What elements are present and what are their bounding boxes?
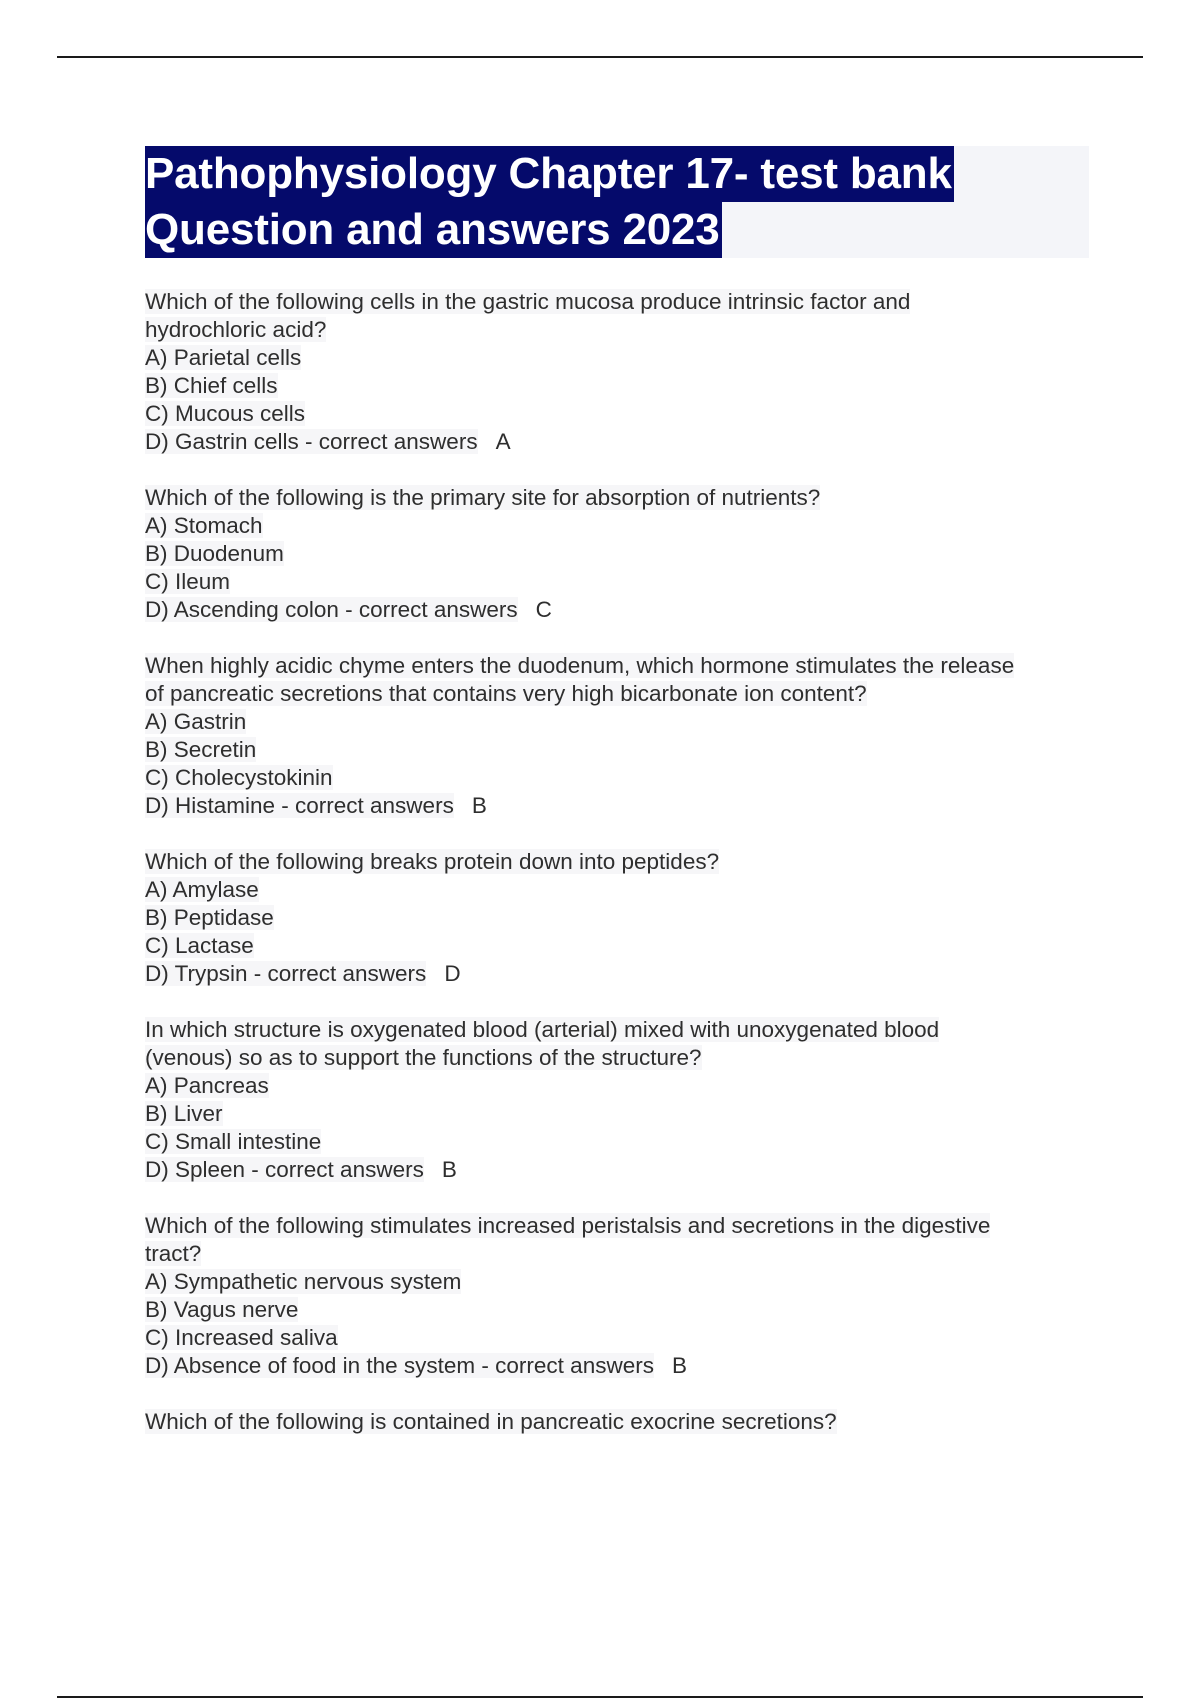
correct-answer-letter: D (444, 961, 461, 986)
title-line-2: Question and answers 2023 (145, 202, 722, 258)
question-block (145, 1408, 1090, 1436)
answer-option: D) Gastrin cells - correct answers A (145, 429, 511, 454)
correct-answer-letter: B (671, 1353, 687, 1378)
answer-option: A) Parietal cells (145, 345, 302, 370)
answer-option: B) Chief cells (145, 373, 278, 398)
question-stem-line: Which of the following is the primary site for absorption of nutrients? (145, 485, 821, 510)
answer-option: C) Cholecystokinin (145, 765, 333, 790)
question-block (145, 652, 1090, 820)
question-stem-line: hydrochloric acid? (145, 317, 327, 342)
answer-option: A) Gastrin (145, 709, 247, 734)
title-line-1: Pathophysiology Chapter 17- test bank (145, 146, 954, 202)
answer-option: D) Ascending colon - correct answers C (145, 597, 552, 622)
question-stem-line: Which of the following is contained in pancreatic exocrine secretions? (145, 1409, 837, 1434)
answer-option: A) Stomach (145, 513, 263, 538)
answer-option: B) Peptidase (145, 905, 274, 930)
question-stem-line: When highly acidic chyme enters the duodenum, which hormone stimulates the release (145, 653, 1015, 678)
top-rule (57, 56, 1143, 58)
answer-option: D) Trypsin - correct answers D (145, 961, 461, 986)
answer-option: C) Ileum (145, 569, 231, 594)
question-stem-line: Which of the following breaks protein down into peptides? (145, 849, 720, 874)
answer-option: D) Histamine - correct answers B (145, 793, 487, 818)
correct-answer-letter: A (495, 429, 511, 454)
answer-option: B) Secretin (145, 737, 257, 762)
question-stem-line: tract? (145, 1241, 202, 1266)
correct-answer-letter: C (535, 597, 552, 622)
question-stem-line: of pancreatic secretions that contains very high bicarbonate ion content? (145, 681, 867, 706)
question-stem-line: Which of the following stimulates increased peristalsis and secretions in the digestive (145, 1213, 991, 1238)
question-block (145, 848, 1090, 988)
bottom-rule (57, 1696, 1143, 1698)
answer-option: C) Increased saliva (145, 1325, 338, 1350)
answer-option: C) Lactase (145, 933, 254, 958)
question-stem-line: In which structure is oxygenated blood (arterial) mixed with unoxygenated blood (145, 1017, 940, 1042)
correct-answer-letter: B (471, 793, 487, 818)
answer-option: A) Pancreas (145, 1073, 269, 1098)
answer-option: B) Duodenum (145, 541, 284, 566)
answer-option: A) Amylase (145, 877, 259, 902)
answer-option: A) Sympathetic nervous system (145, 1269, 462, 1294)
question-block (145, 1212, 1090, 1380)
answer-option: D) Absence of food in the system - correct answers B (145, 1353, 687, 1378)
question-list (145, 288, 1090, 1436)
answer-option: B) Liver (145, 1101, 223, 1126)
question-block (145, 288, 1090, 456)
question-stem-line: (venous) so as to support the functions of the structure? (145, 1045, 702, 1070)
correct-answer-letter: B (441, 1157, 457, 1182)
question-stem-line: Which of the following cells in the gastric mucosa produce intrinsic factor and (145, 289, 911, 314)
answer-option: D) Spleen - correct answers B (145, 1157, 457, 1182)
page-title (145, 146, 1089, 258)
document-body (145, 146, 1090, 1464)
answer-option: C) Mucous cells (145, 401, 306, 426)
question-block (145, 1016, 1090, 1184)
question-block (145, 484, 1090, 624)
answer-option: C) Small intestine (145, 1129, 322, 1154)
answer-option: B) Vagus nerve (145, 1297, 299, 1322)
